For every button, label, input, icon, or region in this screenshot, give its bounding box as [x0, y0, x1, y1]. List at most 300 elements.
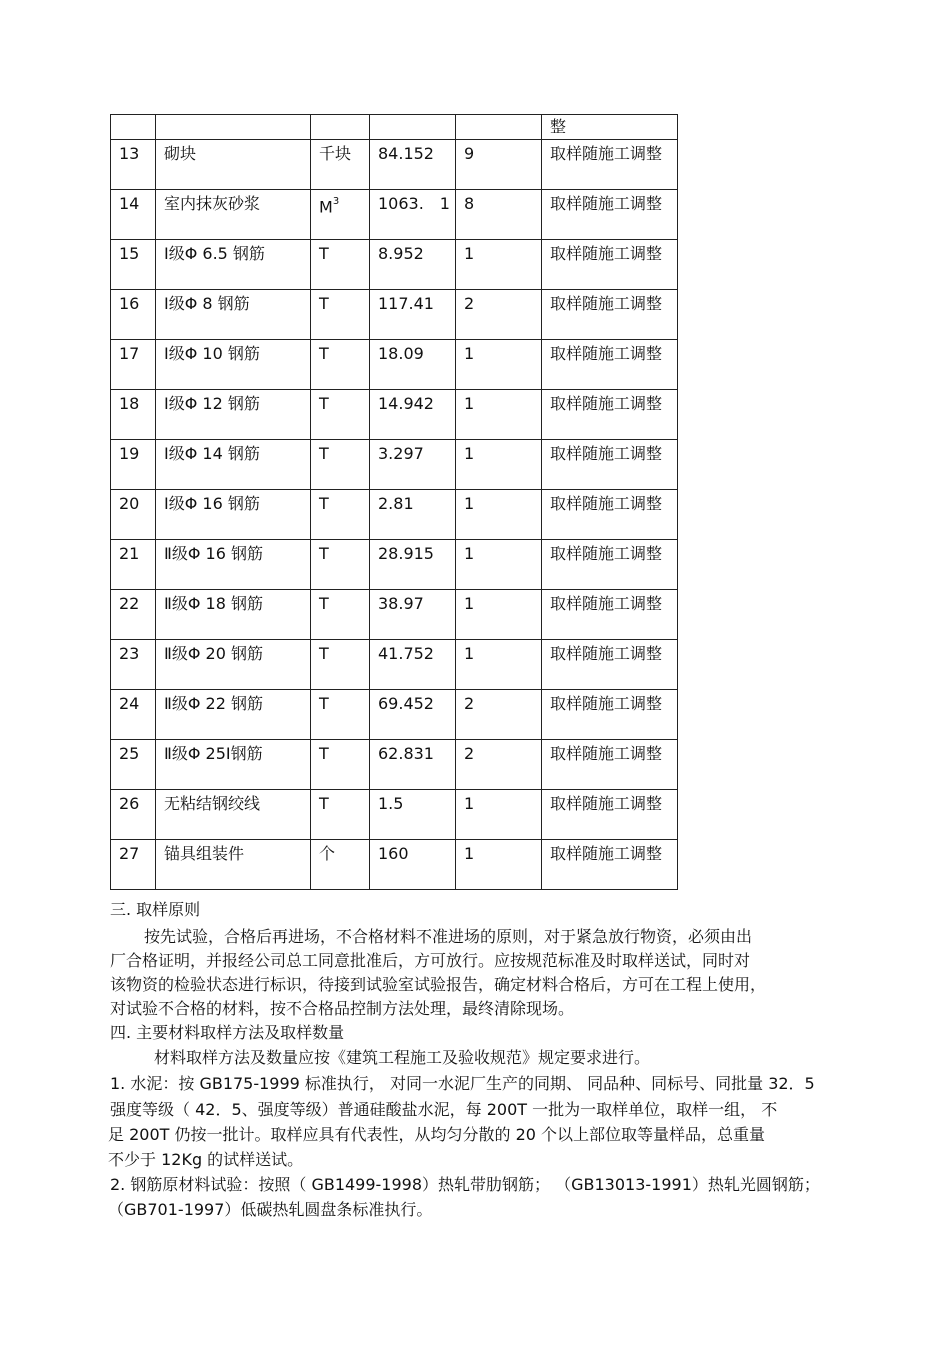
- cell-no-text: [111, 490, 155, 516]
- cell-qty: [370, 540, 456, 590]
- cell-name-value: 无粘结钢绞线: [164, 794, 261, 813]
- cell-unit: [311, 490, 370, 540]
- cell-no: [111, 540, 156, 590]
- cell-note-value: 取样随施工调整: [550, 344, 663, 363]
- unit-superscript: 3: [332, 196, 340, 207]
- cell-note: [542, 390, 678, 440]
- cell-groups: [456, 790, 542, 840]
- cell-note-text: [542, 440, 670, 466]
- cell-note-value: 取样随施工调整: [550, 294, 663, 313]
- cell-note: [542, 790, 678, 840]
- cell-groups-value: 2: [464, 744, 475, 763]
- cell-no: [111, 590, 156, 640]
- cell-note: [542, 840, 678, 890]
- cell-note-text: [542, 290, 670, 316]
- item2-line-2: （GB701-1997）低碳热轧圆盘条标准执行。: [108, 1200, 433, 1219]
- cell-groups-text: [456, 840, 541, 866]
- table-row: [111, 290, 678, 340]
- cell-name-text: [156, 390, 310, 416]
- cell-unit-text: [311, 740, 369, 766]
- cell-groups: [456, 390, 542, 440]
- cell-unit-value: T: [319, 644, 329, 663]
- cell-groups-value: 8: [464, 194, 475, 213]
- cell-qty-value: 18.09: [378, 344, 424, 363]
- cell-qty: [370, 640, 456, 690]
- cell-no-text: [111, 440, 155, 466]
- cell-no-value: 25: [119, 744, 140, 763]
- cell-name-value: Ⅱ级Φ 18 钢筋: [164, 594, 264, 613]
- cell-groups-text: [456, 540, 541, 566]
- cell-qty-text: [370, 840, 455, 866]
- cell-name-value: Ⅱ级Φ 25Ⅰ钢筋: [164, 744, 263, 763]
- cell-name: [156, 440, 311, 490]
- cell-no-value: 17: [119, 344, 140, 363]
- cell-unit-value: T: [319, 544, 329, 563]
- cell-groups-value: 1: [464, 244, 475, 263]
- cell-name: [156, 640, 311, 690]
- table-row: [111, 140, 678, 190]
- cell-no: [111, 690, 156, 740]
- cell-no-text: [111, 290, 155, 316]
- cell-qty-text: [370, 740, 455, 766]
- cell-no-text: [111, 790, 155, 816]
- cell-name-text: [156, 340, 310, 366]
- cell-no: [111, 640, 156, 690]
- cell-qty-text: [370, 440, 455, 466]
- cell-note: [542, 190, 678, 240]
- cell-groups: [456, 190, 542, 240]
- cell-name: [156, 240, 311, 290]
- cell-qty-value: 84.152: [378, 144, 434, 163]
- cell-note-value: 取样随施工调整: [550, 694, 663, 713]
- cell-name-text: [156, 590, 310, 616]
- cell-no-text: [111, 590, 155, 616]
- cell-name: [156, 690, 311, 740]
- item1-line-2: 强度等级（ 42．5、强度等级）普通硅酸盐水泥，每 200T 一批为一取样单位，取样一组， 不: [110, 1100, 778, 1119]
- cell-note-value: 取样随施工调整: [550, 594, 663, 613]
- cell-note-value: 取样随施工调整: [550, 394, 663, 413]
- table-row: [111, 840, 678, 890]
- cell-no-text: [111, 240, 155, 266]
- cell-no: [111, 240, 156, 290]
- cell-groups-text: [456, 590, 541, 616]
- cell-name: [156, 790, 311, 840]
- cell-unit: [311, 740, 370, 790]
- cell-no: [111, 140, 156, 190]
- cell-qty-text: [370, 140, 455, 166]
- cell-name: [156, 840, 311, 890]
- cell-no: [111, 790, 156, 840]
- cell-note-text: [542, 140, 670, 166]
- item1-line-4: 不少于 12Kg 的试样送试。: [108, 1150, 304, 1169]
- cell-name-value: Ⅰ级Φ 6.5 钢筋: [164, 244, 265, 263]
- cell-unit-value: 个: [319, 844, 336, 863]
- cell-name-text: [156, 790, 310, 816]
- cell-groups-text: [456, 790, 541, 816]
- cell-qty: [370, 690, 456, 740]
- cell-name-value: Ⅱ级Φ 16 钢筋: [164, 544, 264, 563]
- cell-no-text: [111, 140, 155, 166]
- cell-name-value: 锚具组装件: [164, 844, 245, 863]
- cell-qty-text: [370, 490, 455, 516]
- cell-note-value: 取样随施工调整: [550, 194, 663, 213]
- cell-name-text: [156, 440, 310, 466]
- cell-qty: [370, 790, 456, 840]
- cell-groups: [456, 540, 542, 590]
- cell-groups-text: [456, 740, 541, 766]
- cell-groups-text: [456, 290, 541, 316]
- cell-qty-value: 2.81: [378, 494, 414, 513]
- cell-unit-text: [311, 240, 369, 266]
- cell-name-value: Ⅰ级Φ 12 钢筋: [164, 394, 260, 413]
- cell-name: [156, 340, 311, 390]
- section4-intro: 材料取样方法及数量应按《建筑工程施工及验收规范》规定要求进行。: [154, 1048, 651, 1067]
- cell-unit: [311, 790, 370, 840]
- cell-groups: [456, 690, 542, 740]
- cell-no-text: [111, 540, 155, 566]
- cell-no-value: 20: [119, 494, 140, 513]
- cell-groups-text: [456, 640, 541, 666]
- cell-name-text: [156, 540, 310, 566]
- cell-groups-value: 1: [464, 444, 475, 463]
- cell-qty-value: 1.5: [378, 794, 404, 813]
- cell-qty-value: 69.452: [378, 694, 434, 713]
- cell-no-text: [111, 840, 155, 866]
- table-row: [111, 190, 678, 240]
- table-row: [111, 790, 678, 840]
- item1-line-3: 足 200T 仍按一批计。取样应具有代表性，从均匀分散的 20 个以上部位取等量样品，总重量: [108, 1125, 766, 1144]
- cell-note-value: 取样随施工调整: [550, 744, 663, 763]
- cell-no-value: 16: [119, 294, 140, 313]
- cell-name-value: 砌块: [164, 144, 197, 163]
- cell-groups: [456, 340, 542, 390]
- cell-qty: [370, 590, 456, 640]
- cell-note-text: [542, 240, 670, 266]
- cell-name-text: [156, 290, 310, 316]
- cell-groups-value: 1: [464, 644, 475, 663]
- cell-qty-text: [370, 590, 455, 616]
- cell-note: [542, 690, 678, 740]
- cell-qty: [370, 190, 456, 240]
- cell-qty-value: 8.952: [378, 244, 424, 263]
- section3-line-1: 按先试验，合格后再进场，不合格材料不准进场的原则，对于紧急放行物资，必须由出: [144, 927, 753, 946]
- cell-unit-text: [311, 540, 369, 566]
- cell-unit-text: [311, 390, 369, 416]
- cell-groups-value: 1: [464, 544, 475, 563]
- cell-name: [156, 190, 311, 240]
- cell-name-value: Ⅱ级Φ 22 钢筋: [164, 694, 264, 713]
- cell-note: [542, 290, 678, 340]
- cell-note-text: [542, 390, 670, 416]
- cell-unit-value: T: [319, 594, 329, 613]
- cell-unit: [311, 840, 370, 890]
- table-row: [111, 590, 678, 640]
- cell-no: [111, 840, 156, 890]
- cell-unit-text: [311, 290, 369, 316]
- cell-qty-value: 3.297: [378, 444, 424, 463]
- cell-unit-value: T: [319, 744, 329, 763]
- cell-note-value: 取样随施工调整: [550, 244, 663, 263]
- cell-qty: [370, 290, 456, 340]
- cell-name-value: Ⅰ级Φ 16 钢筋: [164, 494, 260, 513]
- cell-unit-value: T: [319, 344, 329, 363]
- cell-unit-text: [311, 590, 369, 616]
- cell-note: [542, 440, 678, 490]
- cell-unit-text: [311, 190, 369, 219]
- cell-note-text: [542, 540, 670, 566]
- table-body: [111, 115, 678, 890]
- cell-note: [542, 140, 678, 190]
- cell-groups: [456, 490, 542, 540]
- cell-note-value: 取样随施工调整: [550, 144, 663, 163]
- cell-unit-value: T: [319, 244, 329, 263]
- cell-name-text: [156, 640, 310, 666]
- section3-line-4: 对试验不合格的材料，按不合格品控制方法处理，最终清除现场。: [110, 999, 575, 1018]
- cell-qty-value: 38.97: [378, 594, 424, 613]
- cell-groups-value: 1: [464, 794, 475, 813]
- cell-qty: [370, 740, 456, 790]
- cell-note-text: [542, 640, 670, 666]
- cell-groups-value: 2: [464, 694, 475, 713]
- table-row: [111, 390, 678, 440]
- cell-note-text: [542, 590, 670, 616]
- cell-name: [156, 290, 311, 340]
- cell-groups: [456, 290, 542, 340]
- cell-no-value: 26: [119, 794, 140, 813]
- cell-qty-value: 28.915: [378, 544, 434, 563]
- cell-name-text: [156, 490, 310, 516]
- cell-note-value: 取样随施工调整: [550, 494, 663, 513]
- cell-qty-value: 160: [378, 844, 409, 863]
- cell-unit: [311, 690, 370, 740]
- table-row: [111, 340, 678, 390]
- cell-unit: [311, 640, 370, 690]
- table-row: [111, 740, 678, 790]
- cell-qty-value: 62.831: [378, 744, 434, 763]
- materials-table: [110, 114, 678, 890]
- cell-note: [542, 640, 678, 690]
- cell-groups: [456, 115, 542, 140]
- cell-unit-value: T: [319, 294, 329, 313]
- cell-unit-value: T: [319, 694, 329, 713]
- cell-unit: [311, 340, 370, 390]
- cell-no-text: [111, 640, 155, 666]
- cell-groups-value: 1: [464, 844, 475, 863]
- cell-name-text: [156, 140, 310, 166]
- cell-name: [156, 115, 311, 140]
- cell-no-value: 22: [119, 594, 140, 613]
- cell-groups: [456, 440, 542, 490]
- cell-qty: [370, 140, 456, 190]
- cell-name: [156, 490, 311, 540]
- cell-note-text: [542, 340, 670, 366]
- cell-name-text: [156, 190, 310, 216]
- cell-note-text: [542, 490, 670, 516]
- cell-note-value: 取样随施工调整: [550, 844, 663, 863]
- cell-unit: [311, 140, 370, 190]
- cell-name: [156, 140, 311, 190]
- cell-note-value: 取样随施工调整: [550, 644, 663, 663]
- cell-groups: [456, 740, 542, 790]
- cell-name-value: Ⅰ级Φ 10 钢筋: [164, 344, 260, 363]
- cell-unit: [311, 240, 370, 290]
- cell-name-value: Ⅰ级Φ 14 钢筋: [164, 444, 260, 463]
- cell-name: [156, 590, 311, 640]
- cell-note: [542, 490, 678, 540]
- cell-qty-text: [370, 340, 455, 366]
- cell-no-value: 18: [119, 394, 140, 413]
- cell-no-value: 27: [119, 844, 140, 863]
- cell-no-text: [111, 340, 155, 366]
- cell-groups: [456, 840, 542, 890]
- cell-unit-text: [311, 490, 369, 516]
- cell-no: [111, 115, 156, 140]
- cell-note: [542, 540, 678, 590]
- cell-unit-text: [311, 140, 369, 166]
- cell-groups: [456, 640, 542, 690]
- cell-qty-text: [370, 240, 455, 266]
- cell-name-value: Ⅱ级Φ 20 钢筋: [164, 644, 264, 663]
- cell-name: [156, 540, 311, 590]
- cell-unit-text: [311, 690, 369, 716]
- cell-unit: [311, 440, 370, 490]
- cell-no-value: 14: [119, 194, 140, 213]
- section3-line-2: 厂合格证明，并报经公司总工同意批准后，方可放行。应按规范标准及时取样送试，同时对: [110, 951, 751, 970]
- cell-groups-text: [456, 490, 541, 516]
- table-row: [111, 690, 678, 740]
- cell-groups-value: 1: [464, 394, 475, 413]
- cell-no-value: 21: [119, 544, 140, 563]
- cell-unit-text: [311, 840, 369, 866]
- cell-note-text: [542, 190, 670, 216]
- table-row: [111, 640, 678, 690]
- item1-line-1: 1. 水泥：按 GB175-1999 标准执行， 对同一水泥厂生产的同期、 同品种、同标号、同批量 32．5: [110, 1074, 815, 1093]
- cell-unit-value: M: [319, 197, 333, 217]
- table-row: [111, 540, 678, 590]
- cell-groups-value: 1: [464, 344, 475, 363]
- cell-name-text: [156, 690, 310, 716]
- cell-note: [542, 115, 678, 140]
- cell-unit: [311, 540, 370, 590]
- cell-note: [542, 240, 678, 290]
- table-row: [111, 490, 678, 540]
- cell-no: [111, 740, 156, 790]
- cell-groups-text: [456, 440, 541, 466]
- cell-unit: [311, 590, 370, 640]
- cell-unit-value: T: [319, 394, 329, 413]
- cell-note: [542, 340, 678, 390]
- cell-note-text: [542, 690, 670, 716]
- cell-unit-value: T: [319, 794, 329, 813]
- cell-qty-text: [370, 190, 455, 216]
- cell-groups: [456, 590, 542, 640]
- cell-unit-value: 千块: [319, 144, 352, 163]
- cell-qty: [370, 390, 456, 440]
- cell-groups-text: [456, 690, 541, 716]
- table-row: [111, 240, 678, 290]
- cell-note: [542, 590, 678, 640]
- cell-groups-value: 2: [464, 294, 475, 313]
- cell-qty-value: 41.752: [378, 644, 434, 663]
- table-row: [111, 440, 678, 490]
- cell-groups-text: [456, 190, 541, 216]
- cell-no: [111, 290, 156, 340]
- cell-no-text: [111, 690, 155, 716]
- cell-name: [156, 740, 311, 790]
- cell-note: [542, 740, 678, 790]
- cell-no: [111, 340, 156, 390]
- cell-name-value: 室内抹灰砂浆: [164, 194, 261, 213]
- cell-unit: [311, 290, 370, 340]
- cell-name-text: [156, 740, 310, 766]
- cell-unit: [311, 190, 370, 240]
- cell-unit: [311, 390, 370, 440]
- cell-qty-text: [370, 640, 455, 666]
- cell-groups-value: 1: [464, 594, 475, 613]
- cell-qty: [370, 340, 456, 390]
- cell-note-text: [542, 840, 670, 866]
- cell-unit-text: [311, 440, 369, 466]
- cell-no-value: 23: [119, 644, 140, 663]
- section3-heading: 三. 取样原则: [110, 900, 201, 919]
- cell-no-text: [111, 390, 155, 416]
- cell-no-value: 19: [119, 444, 140, 463]
- cell-no: [111, 490, 156, 540]
- cell-groups: [456, 240, 542, 290]
- cell-no: [111, 390, 156, 440]
- cell-qty-text: [370, 290, 455, 316]
- cell-no-text: [111, 740, 155, 766]
- cell-name-text: [156, 240, 310, 266]
- cell-groups: [456, 140, 542, 190]
- cell-no-value: 24: [119, 694, 140, 713]
- cell-qty: [370, 115, 456, 140]
- cell-unit-text: [311, 640, 369, 666]
- section4-heading: 四. 主要材料取样方法及取样数量: [110, 1023, 345, 1042]
- cell-groups-text: [456, 140, 541, 166]
- cell-no-value: 13: [119, 144, 140, 163]
- cell-name-value: Ⅰ级Φ 8 钢筋: [164, 294, 250, 313]
- cell-qty-value: 14.942: [378, 394, 434, 413]
- cell-qty: [370, 840, 456, 890]
- cell-note-value: 取样随施工调整: [550, 794, 663, 813]
- cell-qty: [370, 490, 456, 540]
- table-row-continued: [111, 115, 678, 140]
- cell-note-text: [542, 790, 670, 816]
- cell-qty-value: 117.41: [378, 294, 434, 313]
- cell-groups-text: [456, 340, 541, 366]
- cell-no-value: 15: [119, 244, 140, 263]
- cell-note-value: 取样随施工调整: [550, 544, 663, 563]
- cell-qty-text: [370, 390, 455, 416]
- continued-note: 整: [550, 117, 567, 136]
- cell-no-text: [111, 190, 155, 216]
- cell-groups-value: 1: [464, 494, 475, 513]
- cell-name: [156, 390, 311, 440]
- cell-no: [111, 440, 156, 490]
- cell-qty: [370, 240, 456, 290]
- cell-qty-text: [370, 790, 455, 816]
- cell-qty-text: [370, 690, 455, 716]
- cell-qty-text: [370, 540, 455, 566]
- section3-line-3: 该物资的检验状态进行标识，待接到试验室试验报告，确定材料合格后，方可在工程上使用，: [110, 975, 767, 994]
- cell-unit-value: T: [319, 494, 329, 513]
- cell-unit-text: [311, 340, 369, 366]
- item2-line-1: 2. 钢筋原材料试验：按照（ GB1499-1998）热轧带肋钢筋； （GB13013-1991）热轧光圆钢筋；: [110, 1175, 820, 1194]
- cell-name-text: [156, 840, 310, 866]
- cell-no: [111, 190, 156, 240]
- cell-groups-text: [456, 390, 541, 416]
